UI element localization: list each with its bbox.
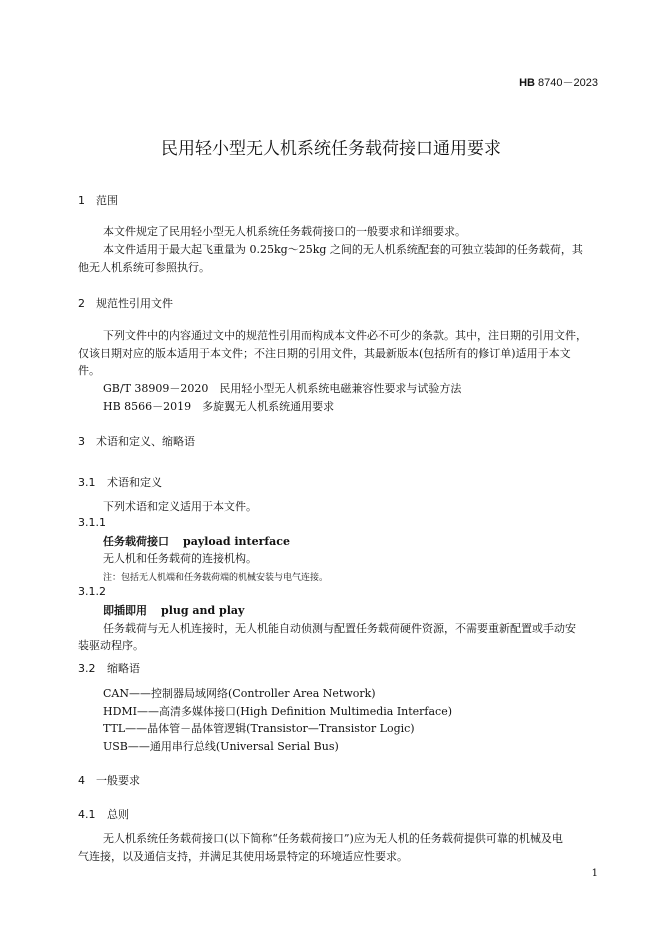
s1-paragraph-2-line-1: 本文件适用于最大起飞重量为 0.25kg～25kg 之间的无人机系统配套的可独立装卸的任务载荷，其 xyxy=(103,243,583,256)
s41-paragraph-line-2: 气连接，以及通信支持，并满足其使用场景特定的环境适应性要求。 xyxy=(78,850,408,863)
abbreviation-can: CAN——控制器局域网络(Controller Area Network) xyxy=(103,687,376,700)
term-3-1-1: 任务载荷接口 payload interface xyxy=(103,535,290,548)
abbreviation-usb: USB——通用串行总线(Universal Serial Bus) xyxy=(103,740,339,753)
s31-intro: 下列术语和定义适用于本文件。 xyxy=(103,500,257,513)
s2-paragraph-line-3: 件。 xyxy=(78,364,100,377)
term-3-1-2: 即插即用 plug and play xyxy=(103,604,245,617)
term-3-1-2-number: 3.1.2 xyxy=(78,585,106,598)
section-1-heading: 1 范围 xyxy=(78,194,118,207)
section-4-heading: 4 一般要求 xyxy=(78,774,140,787)
s1-paragraph-1: 本文件规定了民用轻小型无人机系统任务载荷接口的一般要求和详细要求。 xyxy=(103,225,466,238)
term-3-1-1-definition: 无人机和任务载荷的连接机构。 xyxy=(103,552,257,565)
term-3-1-2-definition-line-1: 任务载荷与无人机连接时，无人机能自动侦测与配置任务载荷硬件资源，不需要重新配置或手动安 xyxy=(103,622,576,635)
section-4-1-heading: 4.1 总则 xyxy=(78,808,129,821)
abbreviation-ttl: TTL——晶体管－晶体管逻辑(Transistor—Transistor Logic) xyxy=(103,722,415,735)
document-code: HB 8740－2023 xyxy=(519,77,598,89)
s2-paragraph-line-2: 仅该日期对应的版本适用于本文件；不注日期的引用文件，其最新版本(包括所有的修订单)适用于本文 xyxy=(78,347,571,360)
s2-paragraph-line-1: 下列文件中的内容通过文中的规范性引用而构成本文件必不可少的条款。其中，注日期的引用文件， xyxy=(103,329,587,342)
term-3-1-1-number: 3.1.1 xyxy=(78,516,106,529)
s41-paragraph-line-1: 无人机系统任务载荷接口(以下简称“任务载荷接口”)应为无人机的任务载荷提供可靠的机械及电 xyxy=(103,832,563,845)
s1-paragraph-2-line-2: 他无人机系统可参照执行。 xyxy=(78,261,210,274)
document-title: 民用轻小型无人机系统任务载荷接口通用要求 xyxy=(161,139,501,159)
section-2-heading: 2 规范性引用文件 xyxy=(78,297,173,310)
reference-2: HB 8566－2019 多旋翼无人机系统通用要求 xyxy=(103,400,335,413)
term-3-1-2-definition-line-2: 装驱动程序。 xyxy=(78,639,144,652)
page-number: 1 xyxy=(591,868,598,879)
term-3-1-1-note: 注：包括无人机端和任务载荷端的机械安装与电气连接。 xyxy=(103,573,329,583)
abbreviation-hdmi: HDMI——高清多媒体接口(High Definition Multimedia Interface) xyxy=(103,705,453,718)
section-3-2-heading: 3.2 缩略语 xyxy=(78,662,140,675)
reference-1: GB/T 38909－2020 民用轻小型无人机系统电磁兼容性要求与试验方法 xyxy=(103,382,462,395)
section-3-1-heading: 3.1 术语和定义 xyxy=(78,476,162,489)
section-3-heading: 3 术语和定义、缩略语 xyxy=(78,435,195,448)
